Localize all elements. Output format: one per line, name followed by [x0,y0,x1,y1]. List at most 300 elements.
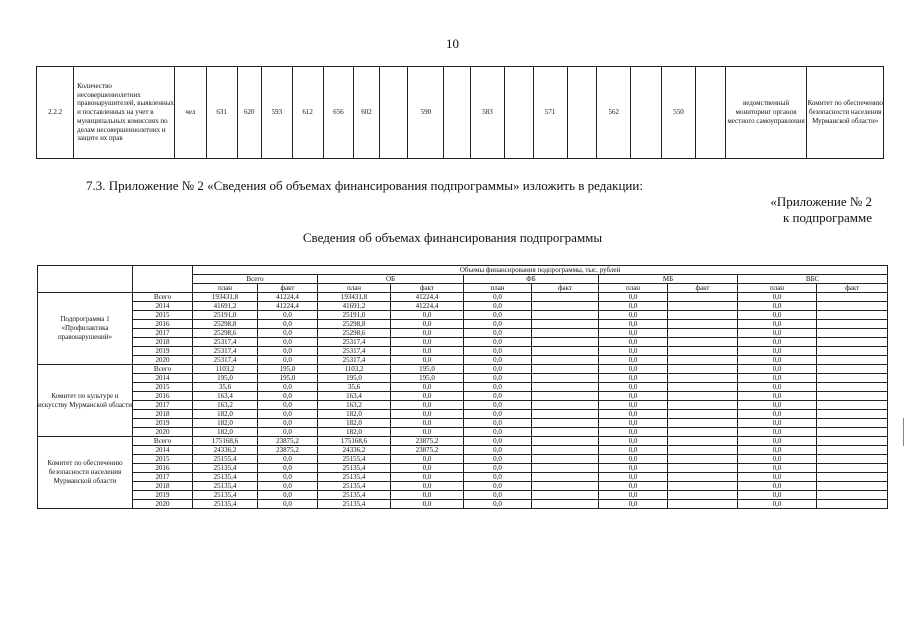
year-cell: 2014 [133,374,193,383]
group-name: Подпрограмма 1 «Профилактика правонарушений» [38,293,133,365]
amount-cell: 0,0 [599,356,668,365]
amount-cell [817,311,888,320]
amount-cell: 35,6 [318,383,391,392]
amount-cell: 0,0 [738,446,817,455]
amount-cell: 25135,4 [193,491,258,500]
amount-cell: 0,0 [738,437,817,446]
year-cell: 2017 [133,329,193,338]
amount-cell: 0,0 [391,392,464,401]
amount-cell [532,374,599,383]
amount-cell [817,473,888,482]
year-cell: 2016 [133,320,193,329]
indicator-number: 2.2.2 [37,67,74,159]
amount-cell: 0,0 [599,392,668,401]
finance-row [38,320,888,329]
amount-cell: 175168,6 [318,437,391,446]
amount-cell: 182,0 [193,428,258,437]
amount-cell: 0,0 [738,473,817,482]
amount-cell [532,302,599,311]
amount-cell [817,383,888,392]
amount-cell: 0,0 [599,464,668,473]
header-fact: факт [258,284,318,293]
empty-cell [379,67,408,159]
amount-cell: 0,0 [391,311,464,320]
indicator-value: 656 [323,67,354,159]
amount-cell: 0,0 [464,320,532,329]
amount-cell: 0,0 [464,500,532,509]
amount-cell: 25135,4 [193,464,258,473]
amount-cell [817,437,888,446]
amount-cell: 0,0 [391,356,464,365]
finance-row [38,338,888,347]
amount-cell: 25135,4 [318,491,391,500]
amount-cell [532,383,599,392]
amount-cell [817,365,888,374]
amount-cell: 0,0 [464,347,532,356]
amount-cell: 0,0 [464,365,532,374]
amount-cell: 0,0 [738,401,817,410]
amount-cell: 0,0 [738,482,817,491]
amount-cell: 0,0 [391,383,464,392]
header-plan: план [738,284,817,293]
amount-cell [668,473,738,482]
amount-cell: 0,0 [599,365,668,374]
amount-cell: 195,0 [258,365,318,374]
year-cell: 2014 [133,446,193,455]
amount-cell: 0,0 [738,491,817,500]
header-span: Объемы финансирования подпрограммы, тыс. рублей [193,266,888,275]
header-empty [133,266,193,293]
header-mb: МБ [599,275,738,284]
amount-cell: 0,0 [464,491,532,500]
amount-cell [532,320,599,329]
appendix-sublabel: к подпрограмме [782,210,872,225]
amount-cell: 41224,4 [258,302,318,311]
table-title: Сведения об объемах финансирования подпрограммы [302,230,603,245]
scan-edge-mark [903,418,904,446]
amount-cell: 23875,2 [258,437,318,446]
amount-cell [532,428,599,437]
amount-cell: 41224,4 [391,293,464,302]
header-fact: факт [532,284,599,293]
amount-cell: 0,0 [464,410,532,419]
amount-cell [532,446,599,455]
amount-cell: 0,0 [391,338,464,347]
year-cell: Всего [133,437,193,446]
amount-cell: 0,0 [738,338,817,347]
amount-cell: 0,0 [391,347,464,356]
amount-cell [668,410,738,419]
amount-cell [668,320,738,329]
amount-cell [668,356,738,365]
amount-cell: 0,0 [464,473,532,482]
amount-cell: 25298,8 [318,320,391,329]
amount-cell: 0,0 [258,410,318,419]
amount-cell [817,446,888,455]
amount-cell [668,329,738,338]
amount-cell: 0,0 [599,311,668,320]
amount-cell: 0,0 [464,392,532,401]
amount-cell: 163,4 [318,392,391,401]
amount-cell: 182,0 [318,428,391,437]
amount-cell: 25191,0 [318,311,391,320]
amount-cell [532,410,599,419]
finance-row [38,329,888,338]
amount-cell: 0,0 [391,500,464,509]
header-fact: факт [668,284,738,293]
empty-cell [444,67,471,159]
header-vbs: ВБС [738,275,888,284]
amount-cell: 25317,4 [193,338,258,347]
amount-cell [668,419,738,428]
amount-cell: 0,0 [464,338,532,347]
amount-cell: 0,0 [258,482,318,491]
amount-cell: 182,0 [193,419,258,428]
amount-cell [817,401,888,410]
year-cell: 2016 [133,464,193,473]
header-plan: план [464,284,532,293]
amount-cell: 0,0 [738,365,817,374]
amount-cell [532,311,599,320]
amount-cell: 0,0 [738,320,817,329]
amount-cell: 163,2 [193,401,258,410]
amount-cell: 0,0 [738,374,817,383]
amount-cell: 0,0 [258,428,318,437]
year-cell: 2019 [133,347,193,356]
amount-cell [668,464,738,473]
amount-cell: 195,0 [318,374,391,383]
amount-cell: 0,0 [599,500,668,509]
amount-cell: 25317,4 [193,347,258,356]
amount-cell: 25135,4 [193,482,258,491]
amount-cell [817,500,888,509]
amount-cell: 0,0 [258,401,318,410]
amount-cell: 0,0 [464,302,532,311]
amount-cell [532,338,599,347]
amount-cell: 25155,4 [318,455,391,464]
amount-cell [817,455,888,464]
amount-cell: 195,0 [391,365,464,374]
year-cell: 2014 [133,302,193,311]
indicator-value: 602 [354,67,379,159]
amount-cell: 0,0 [738,464,817,473]
amount-cell [532,482,599,491]
amount-cell: 0,0 [391,320,464,329]
finance-row [38,464,888,473]
amount-cell: 175168,6 [193,437,258,446]
amount-cell: 0,0 [738,347,817,356]
appendix-label: «Приложение № 2 [770,194,872,209]
amount-cell: 25317,4 [318,338,391,347]
amount-cell [532,356,599,365]
amount-cell: 0,0 [391,428,464,437]
amount-cell: 0,0 [391,410,464,419]
year-cell: 2016 [133,392,193,401]
header-plan: план [599,284,668,293]
indicator-value: 550 [662,67,696,159]
amount-cell: 0,0 [464,437,532,446]
amount-cell: 0,0 [464,401,532,410]
indicator-value: 631 [206,67,237,159]
amount-cell: 0,0 [599,383,668,392]
amount-cell [668,374,738,383]
amount-cell: 0,0 [599,437,668,446]
amount-cell [817,491,888,500]
finance-row [38,374,888,383]
header-plan: план [193,284,258,293]
amount-cell: 0,0 [258,329,318,338]
indicator-value: 590 [408,67,444,159]
amount-cell: 0,0 [599,446,668,455]
amount-cell: 0,0 [738,392,817,401]
amount-cell: 0,0 [258,500,318,509]
amount-cell [668,455,738,464]
amount-cell [817,338,888,347]
amount-cell: 0,0 [464,446,532,455]
amount-cell: 0,0 [391,455,464,464]
amount-cell [532,365,599,374]
amount-cell: 41224,4 [258,293,318,302]
amount-cell [532,293,599,302]
finance-row [38,500,888,509]
finance-row [38,473,888,482]
year-cell: 2020 [133,428,193,437]
header-fb: ФБ [464,275,599,284]
amount-cell: 0,0 [738,383,817,392]
finance-row [38,365,888,374]
amount-cell: 0,0 [599,410,668,419]
amount-cell: 25298,6 [193,329,258,338]
amount-cell [532,491,599,500]
amount-cell: 0,0 [464,374,532,383]
amount-cell [668,482,738,491]
amount-cell: 0,0 [599,374,668,383]
amount-cell [668,338,738,347]
amount-cell [817,347,888,356]
year-cell: 2015 [133,311,193,320]
amount-cell: 0,0 [738,410,817,419]
empty-cell [695,67,725,159]
header-total: Всего [193,275,318,284]
amount-cell: 0,0 [599,320,668,329]
group-name: Комитет по обеспечению безопасности населения Мурманской области [38,437,133,509]
amount-cell: 0,0 [599,401,668,410]
amount-cell: 0,0 [738,428,817,437]
indicator-value: 612 [292,67,323,159]
amount-cell: 193431,8 [318,293,391,302]
amount-cell: 23875,2 [258,446,318,455]
amount-cell: 0,0 [599,338,668,347]
amount-cell [817,419,888,428]
amount-cell [532,401,599,410]
year-cell: 2019 [133,419,193,428]
amount-cell: 41691,2 [193,302,258,311]
amount-cell: 41691,2 [318,302,391,311]
finance-row [38,392,888,401]
finance-row [38,428,888,437]
finance-table [37,265,888,509]
amount-cell: 25135,4 [193,500,258,509]
amount-cell: 0,0 [738,455,817,464]
amount-cell [668,392,738,401]
amount-cell: 182,0 [318,410,391,419]
finance-row [38,455,888,464]
amount-cell: 23875,2 [391,446,464,455]
amount-cell [668,347,738,356]
amount-cell: 25135,4 [318,482,391,491]
year-cell: 2019 [133,491,193,500]
amount-cell: 25317,4 [193,356,258,365]
amount-cell: 0,0 [738,311,817,320]
amount-cell: 0,0 [464,383,532,392]
indicator-description: Количество несовершеннолетних правонарушителей, выявленных и поставленных на учет в муниципальных комиссиях по делам несовершеннолетних и защите их прав [74,67,175,159]
indicator-row [37,67,884,159]
amount-cell: 0,0 [738,293,817,302]
amount-cell [817,392,888,401]
amount-cell [668,500,738,509]
amount-cell: 195,0 [391,374,464,383]
amount-cell: 0,0 [738,329,817,338]
empty-cell [631,67,662,159]
amount-cell: 0,0 [599,473,668,482]
indicator-value: 593 [261,67,292,159]
page-number: 10 [446,36,459,51]
header-plan: план [318,284,391,293]
amount-cell [668,491,738,500]
amount-cell: 0,0 [599,491,668,500]
amount-cell: 0,0 [599,293,668,302]
amount-cell: 25298,6 [318,329,391,338]
amount-cell [532,437,599,446]
amount-cell [668,428,738,437]
amount-cell: 0,0 [464,455,532,464]
amount-cell: 0,0 [599,302,668,311]
finance-row [38,383,888,392]
amount-cell: 0,0 [258,473,318,482]
year-cell: 2020 [133,500,193,509]
amount-cell [668,302,738,311]
amount-cell: 0,0 [391,419,464,428]
amount-cell: 0,0 [258,392,318,401]
amount-cell: 0,0 [258,338,318,347]
year-cell: 2020 [133,356,193,365]
amount-cell: 0,0 [258,464,318,473]
amount-cell [668,437,738,446]
year-cell: 2015 [133,455,193,464]
amount-cell [532,392,599,401]
amount-cell: 25191,0 [193,311,258,320]
amount-cell: 0,0 [258,311,318,320]
amount-cell [668,311,738,320]
amount-cell: 25155,4 [193,455,258,464]
finance-row [38,311,888,320]
amount-cell: 0,0 [599,419,668,428]
finance-row [38,446,888,455]
amount-cell: 0,0 [258,347,318,356]
amount-cell: 0,0 [599,347,668,356]
amount-cell [668,293,738,302]
amount-cell: 163,2 [318,401,391,410]
header-fact: факт [391,284,464,293]
header-fact: факт [817,284,888,293]
indicator-unit: чел [174,67,206,159]
amount-cell [817,464,888,473]
amount-cell [532,419,599,428]
amount-cell: 41224,4 [391,302,464,311]
finance-row [38,491,888,500]
amount-cell: 0,0 [464,428,532,437]
amount-cell: 0,0 [464,464,532,473]
empty-cell [504,67,533,159]
finance-row [38,410,888,419]
finance-row [38,482,888,491]
amount-cell: 0,0 [738,302,817,311]
amount-cell: 195,0 [193,374,258,383]
amount-cell: 182,0 [318,419,391,428]
amount-cell [817,320,888,329]
indicator-value: 620 [237,67,261,159]
amendment-clause: 7.3. Приложение № 2 «Сведения об объемах финансирования подпрограммы» изложить в редакции: [86,178,643,193]
amount-cell: 0,0 [258,419,318,428]
indicator-value: 562 [597,67,631,159]
year-cell: 2017 [133,401,193,410]
amount-cell: 25135,4 [318,464,391,473]
amount-cell: 0,0 [258,356,318,365]
amount-cell: 0,0 [258,320,318,329]
indicator-value: 583 [471,67,505,159]
amount-cell: 163,4 [193,392,258,401]
indicator-value: 571 [533,67,567,159]
amount-cell [668,365,738,374]
amount-cell: 0,0 [258,455,318,464]
amount-cell [532,473,599,482]
amount-cell: 0,0 [464,311,532,320]
amount-cell [817,329,888,338]
year-cell: Всего [133,293,193,302]
finance-row [38,437,888,446]
amount-cell [817,302,888,311]
year-cell: 2018 [133,482,193,491]
amount-cell: 0,0 [391,464,464,473]
amount-cell: 0,0 [464,482,532,491]
amount-cell [817,428,888,437]
year-cell: 2018 [133,338,193,347]
empty-cell [567,67,597,159]
amount-cell: 1103,2 [193,365,258,374]
amount-cell: 0,0 [391,491,464,500]
amount-cell: 0,0 [464,293,532,302]
amount-cell [532,329,599,338]
amount-cell: 0,0 [464,356,532,365]
amount-cell: 0,0 [738,419,817,428]
amount-cell: 0,0 [391,329,464,338]
amount-cell: 0,0 [738,356,817,365]
amount-cell: 0,0 [599,455,668,464]
indicator-table [36,66,884,159]
amount-cell: 0,0 [738,500,817,509]
amount-cell [817,356,888,365]
amount-cell: 0,0 [391,401,464,410]
year-cell: 2015 [133,383,193,392]
finance-row [38,293,888,302]
finance-row [38,347,888,356]
amount-cell: 0,0 [258,383,318,392]
header-empty [38,266,133,293]
finance-row [38,401,888,410]
amount-cell: 25317,4 [318,347,391,356]
indicator-source: ведомственный мониторинг органов местного самоуправления [725,67,807,159]
finance-row [38,419,888,428]
